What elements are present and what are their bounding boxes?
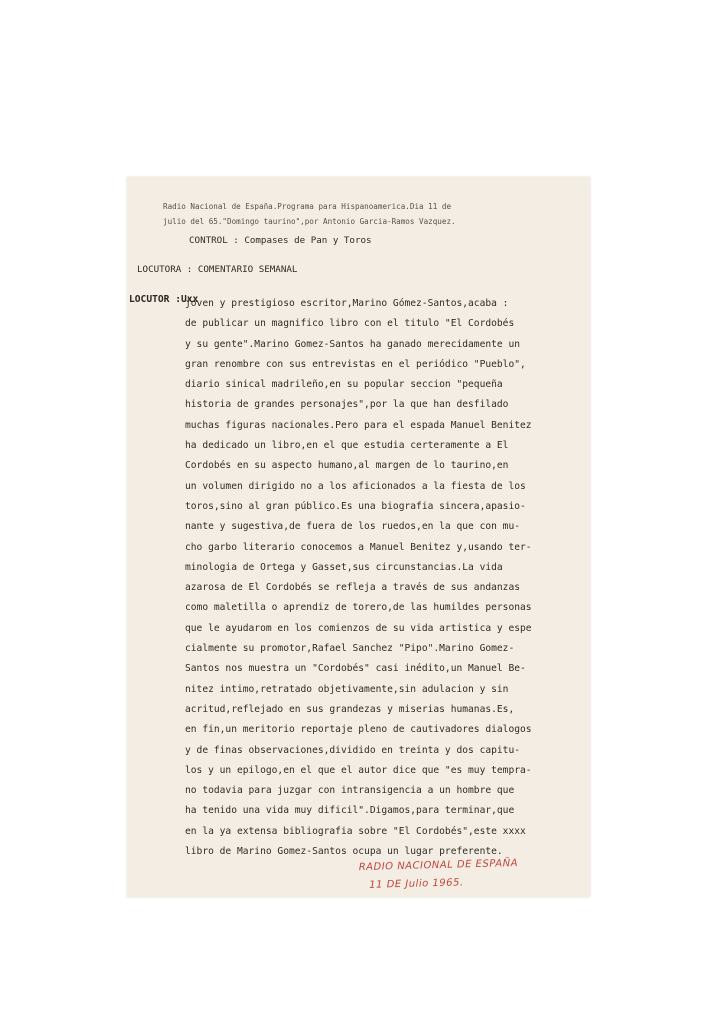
typewritten-page (127, 177, 590, 897)
body-line: y de finas observaciones,dividido en treinta y dos capitu- (185, 744, 521, 756)
body-line: minologia de Ortega y Gasset,sus circunstancias.La vida (185, 561, 503, 573)
body-line: los y un epilogo,en el que el autor dice que "es muy tempra- (185, 764, 532, 776)
body-line: muchas figuras nacionales.Pero para el espada Manuel Benitez (185, 419, 532, 431)
body-line: azarosa de El Cordobés se refleja a través de sus andanzas (185, 582, 521, 594)
note-line-2: 11 DE Julio 1965. (369, 877, 464, 891)
body-line: cho garbo literario conocemos a Manuel Benitez y,usando ter- (185, 541, 532, 553)
body-line: libro de Marino Gomez-Santos ocupa un lugar preferente. (185, 846, 503, 858)
control-line: CONTROL : Compases de Pan y Toros (189, 235, 372, 246)
body-line: que le ayudarom en los comienzos de su vida artistica y espe (185, 622, 532, 634)
body-line: Cordobés en su aspecto humano,al margen de lo taurino,en (185, 460, 509, 472)
header-line-2: julio del 65."Domingo taurino",por Antonio Garcia-Ramos Vazquez. (163, 217, 456, 226)
body-line: nitez intimo,retratado objetivamente,sin adulacion y sin (185, 683, 509, 695)
body-line: en fin,un meritorio reportaje pleno de cautivadores dialogos (185, 724, 532, 736)
body-line: de publicar un magnifico libro con el titulo "El Cordobés (185, 318, 515, 330)
body-line: toros,sino al gran público.Es una biografia sincera,apasio- (185, 500, 526, 512)
locutor-label: LOCUTOR :Uxx (129, 294, 199, 305)
body-line: historia de grandes personajes",por la que han desfilado (185, 399, 509, 411)
body-line: acritud,reflejado en sus grandezas y miserias humanas.Es, (185, 703, 515, 715)
body-line: gran renombre con sus entrevistas en el periódico "Pueblo", (185, 358, 526, 370)
body-line: diario sinical madrileño,en su popular seccion "pequeña (185, 379, 503, 391)
body-line: no todavia para juzgar con intransigencia a un hombre que (185, 785, 515, 797)
body-line: en la ya extensa bibliografia sobre "El Cordobés",este xxxx (185, 825, 526, 837)
body-line: ha dedicado un libro,en el que estudia certeramente a El (185, 440, 509, 452)
body-line: un volumen dirigido no a los aficionados a la fiesta de los (185, 480, 526, 492)
body-line: ha tenido una vida muy dificil".Digamos,para terminar,que (185, 805, 515, 817)
body-line: Santos nos muestra un "Cordobés" casi inédito,un Manuel Be- (185, 663, 526, 675)
body-line: joven y prestigioso escritor,Marino Gómez-Santos,acaba : (185, 298, 509, 309)
body-line: cialmente su promotor,Rafael Sanchez "Pipo".Marino Gomez- (185, 643, 515, 655)
body-line: y su gente".Marino Gomez-Santos ha ganado merecidamente un (185, 338, 521, 350)
handwritten-note (359, 855, 519, 895)
header-line-1: Radio Nacional de España.Programa para Hispanoamerica.Dia 11 de (163, 202, 452, 211)
body-text (185, 294, 587, 862)
note-line-1: RADIO NACIONAL DE ESPAÑA (358, 857, 519, 874)
body-line: nante y sugestiva,de fuera de los ruedos,en la que con mu- (185, 521, 521, 533)
body-line: como maletilla o aprendiz de torero,de las humildes personas (185, 602, 532, 614)
locutora-line: LOCUTORA : COMENTARIO SEMANAL (137, 264, 298, 275)
